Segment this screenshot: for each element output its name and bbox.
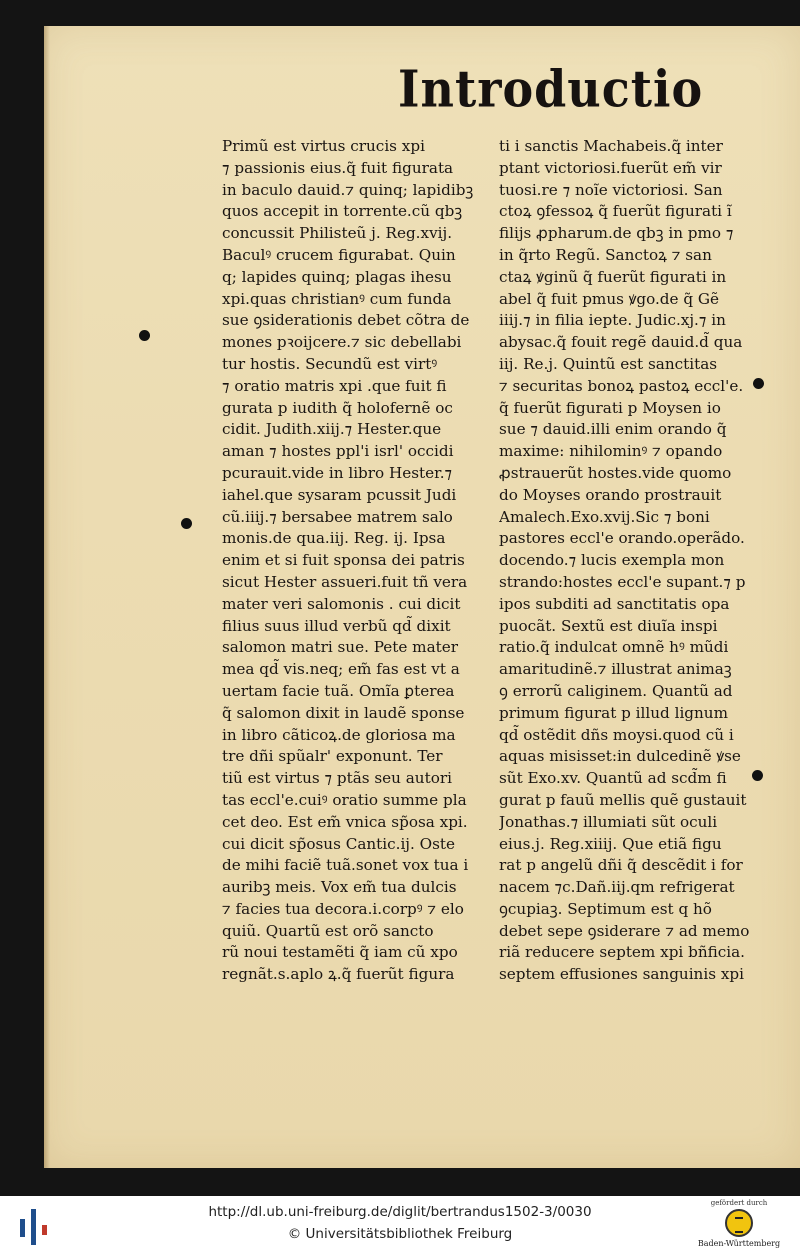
text-line: cui dicit sp̃osus Cantic.ij. Oste	[222, 834, 456, 853]
text-line: eius.j. Reg.xiiij. Que etiã figu	[499, 834, 722, 853]
text-line: in baculo dauid.⁊ quinq; lapidibꝫ	[222, 180, 474, 199]
permalink-url[interactable]: http://dl.ub.uni-freiburg.de/diglit/bertrandus1502-3/0030	[208, 1204, 592, 1220]
text-line: ꝯcupiaꝫ. Septimum est q hõ	[499, 899, 712, 918]
text-line: strando:hostes eccl'e supant.⁊ p	[499, 572, 746, 591]
text-line: tiũ est virtus ⁊ ptãs seu autori	[222, 769, 452, 788]
page-heading: Introductio	[398, 59, 704, 119]
text-line: q̃ salomon dixit in laudẽ sponse	[222, 703, 465, 722]
text-line: de mihi faciẽ tuã.sonet vox tua i	[222, 856, 469, 875]
text-line: ratio.q̃ indulcat omnẽ hꝰ mũdi	[499, 638, 729, 657]
text-line: primum figurat p illud lignum	[499, 703, 728, 722]
text-line: qd̃ ostẽdit dñs moysi.quod cũ i	[499, 725, 734, 744]
baden-wuerttemberg-crest-icon	[725, 1209, 753, 1237]
text-line: gurat p fauũ mellis quẽ gustauit	[499, 790, 747, 809]
text-line: mones pꝛoijcere.⁊ sic debellabi	[222, 333, 462, 352]
text-line: amaritudinẽ.⁊ illustrat animaꝫ	[499, 660, 732, 679]
text-line: abel q̃ fuit pmus ꝟgo.de q̃ Gẽ	[499, 289, 719, 308]
text-line: ⁊ oratio matris xpi .que fuit fi	[222, 376, 447, 395]
text-line: salomon matri sue. Pete mater	[222, 638, 458, 657]
text-line: sue ⁊ dauid.illi enim orando q̃	[499, 420, 727, 439]
text-line: filijs ꝓpharum.de qbꝫ in pmo ⁊	[499, 224, 734, 243]
text-line: pcurauit.vide in libro Hester.⁊	[222, 463, 453, 482]
text-line: Amalech.Exo.xvij.Sic ⁊ boni	[499, 507, 710, 526]
text-line: rat p angelũ dñi q̃ descẽdit i for	[499, 856, 743, 875]
text-line: iahel.que sysaram pcussit Judi	[222, 485, 457, 504]
right-text-column	[499, 136, 769, 986]
text-line: iiij.⁊ in filia iepte. Judic.xj.⁊ in	[499, 311, 726, 330]
text-line: sũt Exo.xv. Quantũ ad scd̃m fi	[499, 769, 727, 788]
text-line: tas eccl'e.cuiꝰ oratio summe pla	[222, 790, 467, 809]
text-line: cet deo. Est em̃ vnica sp̃osa xpi.	[222, 812, 468, 831]
text-line: Primũ est virtus crucis xpi	[222, 137, 425, 155]
text-line: ꝯ errorũ caliginem. Quantũ ad	[499, 681, 733, 700]
text-line: puocãt. Sextũ est diuĩa inspi	[499, 616, 718, 635]
text-line: do Moyses orando prostrauit	[499, 485, 722, 504]
text-line: in libro cãticoꝝ.de gloriosa ma	[222, 725, 456, 744]
text-line: mater veri salomonis . cui dicit	[222, 594, 461, 613]
funder-label: gefördert durch	[710, 1199, 768, 1207]
text-line: nacem ⁊c.Dañ.iij.qm refrigerat	[499, 878, 735, 897]
text-line: ctaꝝ ꝟginũ q̃ fuerũt figurati in	[499, 267, 727, 286]
text-line: iij. Re.j. Quintũ est sanctitas	[499, 354, 718, 373]
text-line: Jonathas.⁊ illumiati sũt oculi	[499, 812, 718, 831]
text-line: mea qd̃ vis.neq; em̃ fas est vt a	[222, 660, 460, 679]
text-line: concussit Philisteũ j. Reg.xvij.	[222, 224, 453, 243]
funder-block[interactable]	[694, 1199, 784, 1251]
text-line: uertam facie tuã. Omĩa ꝑterea	[222, 681, 455, 700]
text-line: q; lapides quinq; plagas ihesu	[222, 267, 452, 286]
text-line: ctoꝝ ꝯfessoꝝ q̃ fuerũt figurati ĩ	[499, 202, 732, 221]
text-line: septem effusiones sanguinis xpi	[499, 965, 744, 984]
text-line: sue ꝯsiderationis debet cõtra de	[222, 311, 470, 330]
text-line: debet sepe ꝯsiderare ⁊ ad memo	[499, 921, 750, 940]
binding-hole	[139, 330, 150, 341]
text-line: q̃ fuerũt figurati p Moysen io	[499, 398, 721, 417]
text-line: quiũ. Quartũ est orõ sancto	[222, 921, 434, 940]
text-line: ptant victoriosi.fuerũt em̃ vir	[499, 158, 722, 177]
text-line: enim et si fuit sponsa dei patris	[222, 551, 465, 570]
text-line: quos accepit in torrente.cũ qbꝫ	[222, 202, 463, 221]
binding-hole	[181, 518, 192, 529]
text-line: maxime: nihilominꝰ ⁊ opando	[499, 442, 723, 461]
text-line: cũ.iiij.⁊ bersabee matrem salo	[222, 507, 453, 526]
copyright-notice: © Universitätsbibliothek Freiburg	[287, 1226, 513, 1242]
text-line: riã reducere septem xpi bñficia.	[499, 943, 745, 962]
text-line: ⁊ facies tua decora.i.corpꝰ ⁊ elo	[222, 899, 464, 918]
text-line: sicut Hester assueri.fuit tñ vera	[222, 572, 468, 591]
text-line: in q̃rto Regũ. Sanctoꝝ ⁊ san	[499, 245, 712, 264]
text-line: pastores eccl'e orando.operãdo.	[499, 529, 745, 548]
text-line: tuosi.re ⁊ noĩe victoriosi. San	[499, 180, 723, 199]
text-line: ipos subditi ad sanctitatis opa	[499, 594, 730, 613]
text-line: gurata p iudith q̃ holofernẽ oc	[222, 398, 453, 417]
funder-name: Baden-Württemberg	[697, 1239, 781, 1248]
text-line: xpi.quas christianꝰ cum funda	[222, 289, 452, 308]
text-line: aman ⁊ hostes ppl'i isrl' occidi	[222, 442, 454, 461]
text-line: ⁊ securitas bonoꝝ pastoꝝ eccl'e.	[499, 376, 744, 395]
binding-hole	[752, 770, 763, 781]
text-line: tre dñi spũalr' exponunt. Ter	[222, 747, 443, 766]
text-line: aquas misisset:in dulcedinẽ ꝟse	[499, 747, 741, 766]
text-line: rũ noui testamẽti q̃ iam cũ xpo	[222, 943, 458, 962]
text-line: tur hostis. Secundũ est virtꝰ	[222, 354, 438, 373]
text-line: ti i sanctis Machabeis.q̃ inter	[499, 137, 723, 155]
text-line: regnãt.s.aplo ꝝ.q̃ fuerũt figura	[222, 965, 455, 984]
text-line: docendo.⁊ lucis exempla mon	[499, 551, 725, 570]
text-line: abysac.q̃ fouit regẽ dauid.d̃ qua	[499, 333, 743, 352]
page-edge-shadow	[44, 26, 50, 1168]
text-line: filius suus illud verbũ qd̃ dixit	[222, 616, 451, 635]
text-line: auribꝫ meis. Vox em̃ tua dulcis	[222, 878, 457, 897]
text-line: ⁊ passionis eius.q̃ fuit figurata	[222, 158, 454, 177]
text-line: ꝓstrauerũt hostes.vide quomo	[499, 463, 732, 482]
left-text-column	[222, 136, 487, 986]
text-line: Baculꝰ crucem figurabat. Quin	[222, 245, 456, 264]
text-line: cidit. Judith.xiij.⁊ Hester.que	[222, 420, 442, 439]
text-line: monis.de qua.iij. Reg. ij. Ipsa	[222, 529, 446, 548]
footer-bar	[0, 1196, 800, 1253]
binding-hole	[753, 378, 764, 389]
